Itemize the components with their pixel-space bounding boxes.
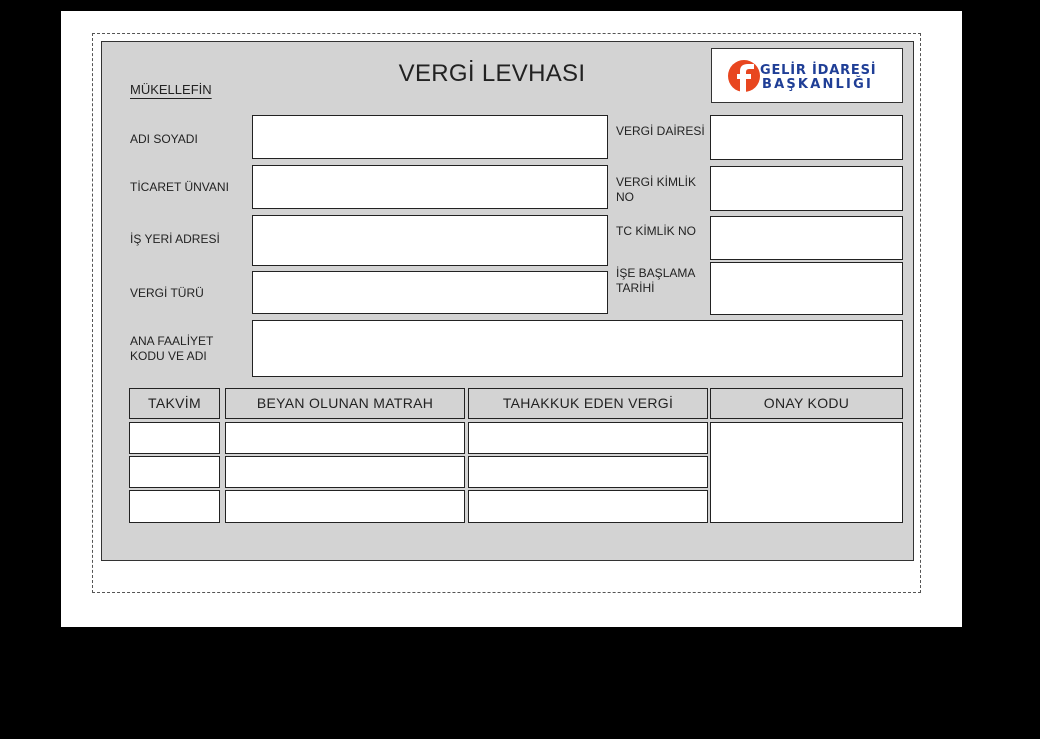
tax-plate-panel [101, 41, 914, 561]
tc-kimlik-no-field[interactable] [710, 216, 903, 260]
matrah-cell[interactable] [225, 422, 465, 454]
vergi-cell[interactable] [468, 490, 708, 523]
header-beyan-olunan-matrah: BEYAN OLUNAN MATRAH [225, 388, 465, 419]
ticaret-unvani-field[interactable] [252, 165, 608, 209]
label-vergi-turu: VERGİ TÜRÜ [130, 286, 204, 300]
label-tc-kimlik-no: TC KİMLİK NO [616, 224, 697, 238]
tax-plate-sheet [61, 11, 962, 627]
matrah-cell[interactable] [225, 490, 465, 523]
label-ticaret-unvani: TİCARET ÜNVANI [130, 180, 229, 194]
header-takvim: TAKVİM [129, 388, 220, 419]
vergi-turu-field[interactable] [252, 271, 608, 314]
onay-kodu-field[interactable] [710, 422, 903, 523]
is-yeri-adresi-field[interactable] [252, 215, 608, 266]
gib-logo-icon [726, 57, 760, 95]
takvim-cell[interactable] [129, 490, 220, 523]
vergi-kimlik-no-field[interactable] [710, 166, 903, 211]
logo-line-1: GELİR İDARESİ [760, 63, 877, 78]
label-ise-baslama-tarihi: İŞE BAŞLAMA TARİHİ [616, 266, 695, 295]
matrah-cell[interactable] [225, 456, 465, 488]
ise-baslama-tarihi-field[interactable] [710, 262, 903, 315]
takvim-cell[interactable] [129, 456, 220, 488]
vergi-cell[interactable] [468, 422, 708, 454]
adi-soyadi-field[interactable] [252, 115, 608, 159]
label-vergi-dairesi: VERGİ DAİRESİ [616, 124, 705, 138]
label-adi-soyadi: ADI SOYADI [130, 132, 198, 146]
vergi-dairesi-field[interactable] [710, 115, 903, 160]
vergi-cell[interactable] [468, 456, 708, 488]
section-label: MÜKELLEFİN [130, 82, 212, 97]
gib-logo [711, 48, 903, 103]
header-tahakkuk-eden-vergi: TAHAKKUK EDEN VERGİ [468, 388, 708, 419]
label-vergi-kimlik-no: VERGİ KİMLİK NO [616, 175, 697, 204]
label-is-yeri-adresi: İŞ YERİ ADRESİ [130, 232, 220, 246]
ana-faaliyet-field[interactable] [252, 320, 903, 377]
label-ana-faaliyet: ANA FAALİYET KODU VE ADI [130, 334, 214, 363]
header-onay-kodu: ONAY KODU [710, 388, 903, 419]
logo-line-2: BAŞKANLIĞI [762, 77, 873, 92]
takvim-cell[interactable] [129, 422, 220, 454]
form-title: VERGİ LEVHASI [398, 60, 586, 87]
